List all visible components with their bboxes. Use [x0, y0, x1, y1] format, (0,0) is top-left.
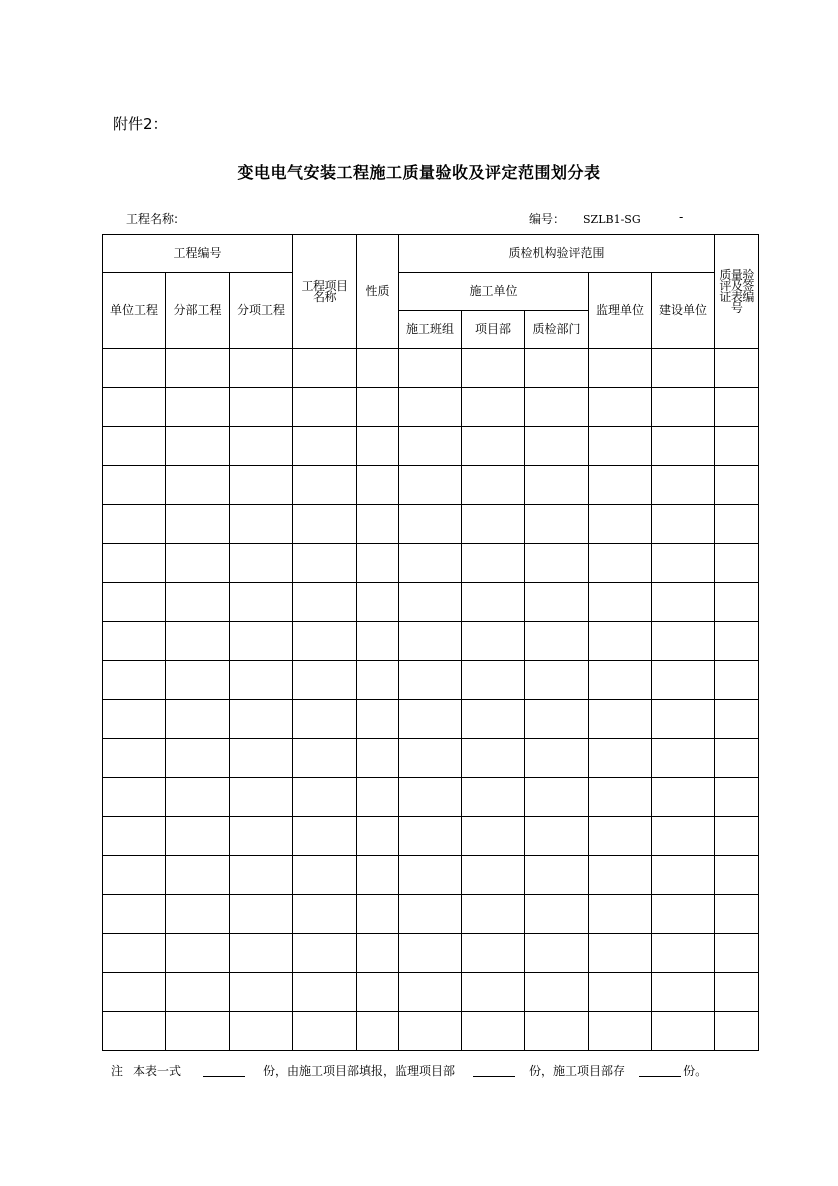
table-cell[interactable] [652, 895, 715, 934]
table-cell[interactable] [166, 661, 230, 700]
table-cell[interactable] [357, 817, 399, 856]
table-cell[interactable] [589, 505, 652, 544]
table-cell[interactable] [715, 349, 759, 388]
table-cell[interactable] [715, 544, 759, 583]
table-cell[interactable] [525, 622, 589, 661]
table-cell[interactable] [293, 427, 357, 466]
table-cell[interactable] [525, 934, 589, 973]
header-supervision-unit: 监理单位 [589, 273, 652, 349]
table-cell[interactable] [357, 700, 399, 739]
table-cell[interactable] [103, 934, 166, 973]
table-cell[interactable] [293, 778, 357, 817]
division-table [102, 234, 759, 1051]
table-cell[interactable] [357, 466, 399, 505]
table-cell[interactable] [357, 934, 399, 973]
attachment-label: 附件2： [113, 115, 168, 133]
table-cell[interactable] [357, 856, 399, 895]
table-cell[interactable] [357, 622, 399, 661]
project-name-label: 工程名称: [126, 212, 179, 226]
table-cell[interactable] [166, 388, 230, 427]
note-part2: 份，由施工项目部填报，监理项目部 [263, 1064, 456, 1078]
table-cell[interactable] [525, 778, 589, 817]
table-cell[interactable] [230, 817, 293, 856]
table-cell[interactable] [293, 466, 357, 505]
table-cell[interactable] [293, 895, 357, 934]
table-cell[interactable] [166, 544, 230, 583]
table-cell[interactable] [525, 700, 589, 739]
table-row [103, 934, 759, 973]
table-cell[interactable] [715, 778, 759, 817]
table-cell[interactable] [293, 934, 357, 973]
table-cell[interactable] [462, 739, 525, 778]
table-cell[interactable] [715, 427, 759, 466]
table-cell[interactable] [357, 661, 399, 700]
table-cell[interactable] [652, 505, 715, 544]
table-cell[interactable] [103, 427, 166, 466]
table-cell[interactable] [103, 739, 166, 778]
table-cell[interactable] [166, 856, 230, 895]
table-cell[interactable] [166, 583, 230, 622]
header-project-item-name: 工程项目名称 [293, 235, 357, 349]
table-cell[interactable] [293, 1012, 357, 1051]
table-cell[interactable] [357, 778, 399, 817]
table-cell[interactable] [399, 505, 462, 544]
footnote [111, 1062, 707, 1079]
table-cell[interactable] [462, 934, 525, 973]
table-cell[interactable] [462, 349, 525, 388]
table-cell[interactable] [357, 583, 399, 622]
table-cell[interactable] [715, 622, 759, 661]
table-cell[interactable] [230, 466, 293, 505]
table-cell[interactable] [399, 739, 462, 778]
note-part1: 本表一式 [133, 1064, 182, 1078]
table-cell[interactable] [293, 739, 357, 778]
table-cell[interactable] [230, 934, 293, 973]
table-cell[interactable] [293, 583, 357, 622]
table-cell[interactable] [103, 856, 166, 895]
header-quality-scope: 质检机构验评范围 [399, 235, 715, 273]
header-nature: 性质 [357, 235, 399, 349]
table-row [103, 349, 759, 388]
table-cell[interactable] [399, 895, 462, 934]
table-cell[interactable] [357, 739, 399, 778]
table-cell[interactable] [462, 1012, 525, 1051]
table-cell[interactable] [399, 349, 462, 388]
table-row [103, 856, 759, 895]
table-cell[interactable] [715, 973, 759, 1012]
table-cell[interactable] [525, 349, 589, 388]
table-cell[interactable] [652, 934, 715, 973]
table-cell[interactable] [293, 973, 357, 1012]
table-cell[interactable] [715, 817, 759, 856]
table-row [103, 1012, 759, 1051]
table-cell[interactable] [399, 973, 462, 1012]
table-cell[interactable] [166, 427, 230, 466]
table-cell[interactable] [103, 544, 166, 583]
table-cell[interactable] [230, 427, 293, 466]
table-row [103, 973, 759, 1012]
header-engineering-number: 工程编号 [103, 235, 293, 273]
table-cell[interactable] [462, 778, 525, 817]
header-construction-team: 施工班组 [399, 311, 462, 349]
table-cell[interactable] [589, 778, 652, 817]
note-prefix: 注 [111, 1064, 124, 1078]
table-cell[interactable] [293, 622, 357, 661]
table-cell[interactable] [399, 1012, 462, 1051]
table-cell[interactable] [103, 505, 166, 544]
table-cell[interactable] [357, 388, 399, 427]
table-cell[interactable] [293, 544, 357, 583]
table-cell[interactable] [715, 700, 759, 739]
table-cell[interactable] [462, 973, 525, 1012]
table-cell[interactable] [589, 1012, 652, 1051]
table-row [103, 622, 759, 661]
table-cell[interactable] [293, 349, 357, 388]
table-cell[interactable] [399, 934, 462, 973]
table-row [103, 895, 759, 934]
table-cell[interactable] [589, 817, 652, 856]
table-cell[interactable] [357, 895, 399, 934]
table-cell[interactable] [166, 1012, 230, 1051]
table-cell[interactable] [399, 427, 462, 466]
table-cell[interactable] [525, 1012, 589, 1051]
table-cell[interactable] [589, 583, 652, 622]
table-cell[interactable] [589, 934, 652, 973]
table-cell[interactable] [399, 544, 462, 583]
table-cell[interactable] [589, 895, 652, 934]
table-cell[interactable] [462, 544, 525, 583]
header-quality-department: 质检部门 [525, 311, 589, 349]
table-cell[interactable] [399, 388, 462, 427]
table-cell[interactable] [357, 544, 399, 583]
table-cell[interactable] [715, 934, 759, 973]
table-cell[interactable] [230, 388, 293, 427]
table-row [103, 388, 759, 427]
table-cell[interactable] [462, 700, 525, 739]
table-cell[interactable] [166, 739, 230, 778]
table-cell[interactable] [230, 349, 293, 388]
table-cell[interactable] [462, 466, 525, 505]
page-title: 变电电气安装工程施工质量验收及评定范围划分表 [237, 163, 601, 182]
table-cell[interactable] [589, 661, 652, 700]
table-cell[interactable] [357, 505, 399, 544]
table-cell[interactable] [103, 466, 166, 505]
header-owner-unit: 建设单位 [652, 273, 715, 349]
table-cell[interactable] [462, 817, 525, 856]
table-cell[interactable] [462, 661, 525, 700]
table-cell[interactable] [103, 778, 166, 817]
table-row [103, 700, 759, 739]
table-row [103, 583, 759, 622]
table-cell[interactable] [462, 427, 525, 466]
table-cell[interactable] [715, 466, 759, 505]
table-cell[interactable] [462, 505, 525, 544]
table-cell[interactable] [589, 388, 652, 427]
header-item-project: 分项工程 [230, 273, 293, 349]
table-cell[interactable] [462, 583, 525, 622]
table-cell[interactable] [525, 583, 589, 622]
table-row [103, 466, 759, 505]
table-cell[interactable] [589, 466, 652, 505]
table-cell[interactable] [715, 1012, 759, 1051]
table-cell[interactable] [525, 973, 589, 1012]
table-cell[interactable] [166, 622, 230, 661]
table-row [103, 778, 759, 817]
table-cell[interactable] [166, 700, 230, 739]
table-cell[interactable] [166, 973, 230, 1012]
table-cell[interactable] [715, 739, 759, 778]
table-cell[interactable] [399, 622, 462, 661]
table-cell[interactable] [399, 778, 462, 817]
table-cell[interactable] [589, 427, 652, 466]
table-cell[interactable] [525, 895, 589, 934]
header-form-number: 质量验评及签证表编号 [715, 235, 759, 349]
table-cell[interactable] [357, 973, 399, 1012]
table-cell[interactable] [230, 544, 293, 583]
table-cell[interactable] [166, 895, 230, 934]
table-cell[interactable] [652, 466, 715, 505]
table-cell[interactable] [293, 856, 357, 895]
table-cell[interactable] [462, 622, 525, 661]
table-cell[interactable] [103, 1012, 166, 1051]
header-construction-unit: 施工单位 [399, 273, 589, 311]
table-cell[interactable] [103, 622, 166, 661]
table-cell[interactable] [399, 661, 462, 700]
table-cell[interactable] [399, 583, 462, 622]
table-cell[interactable] [103, 973, 166, 1012]
table-cell[interactable] [399, 700, 462, 739]
table-cell[interactable] [230, 778, 293, 817]
table-cell[interactable] [357, 1012, 399, 1051]
table-cell[interactable] [652, 973, 715, 1012]
header-division-project: 分部工程 [166, 273, 230, 349]
table-cell[interactable] [652, 622, 715, 661]
table-cell[interactable] [230, 973, 293, 1012]
table-cell[interactable] [525, 739, 589, 778]
table-cell[interactable] [399, 466, 462, 505]
table-cell[interactable] [652, 583, 715, 622]
table-cell[interactable] [399, 817, 462, 856]
table-cell[interactable] [293, 661, 357, 700]
table-cell[interactable] [166, 505, 230, 544]
table-cell[interactable] [525, 388, 589, 427]
table-cell[interactable] [589, 544, 652, 583]
copies-blank[interactable] [203, 1064, 245, 1077]
table-cell[interactable] [525, 505, 589, 544]
table-cell[interactable] [715, 856, 759, 895]
table-cell[interactable] [589, 739, 652, 778]
table-cell[interactable] [230, 700, 293, 739]
table-cell[interactable] [462, 856, 525, 895]
table-cell[interactable] [166, 466, 230, 505]
table-cell[interactable] [230, 505, 293, 544]
table-cell[interactable] [652, 1012, 715, 1051]
table-cell[interactable] [715, 388, 759, 427]
header-project-department: 项目部 [462, 311, 525, 349]
table-cell[interactable] [293, 388, 357, 427]
table-cell[interactable] [357, 427, 399, 466]
table-cell[interactable] [652, 778, 715, 817]
table-cell[interactable] [230, 1012, 293, 1051]
code-field [529, 210, 684, 227]
table-cell[interactable] [715, 505, 759, 544]
table-cell[interactable] [230, 856, 293, 895]
table-cell[interactable] [652, 427, 715, 466]
table-cell[interactable] [230, 622, 293, 661]
dept-copies-blank[interactable] [639, 1064, 681, 1077]
table-cell[interactable] [103, 388, 166, 427]
table-cell[interactable] [166, 817, 230, 856]
table-cell[interactable] [652, 700, 715, 739]
table-cell[interactable] [166, 778, 230, 817]
table-cell[interactable] [103, 817, 166, 856]
table-cell[interactable] [230, 739, 293, 778]
table-row [103, 427, 759, 466]
table-cell[interactable] [103, 661, 166, 700]
table-row [103, 505, 759, 544]
table-cell[interactable] [230, 895, 293, 934]
table-row [103, 661, 759, 700]
table-cell[interactable] [652, 856, 715, 895]
table-cell[interactable] [399, 856, 462, 895]
table-cell[interactable] [525, 856, 589, 895]
code-suffix: - [679, 210, 684, 224]
table-cell[interactable] [589, 700, 652, 739]
table-cell[interactable] [462, 895, 525, 934]
table-cell[interactable] [103, 700, 166, 739]
table-cell[interactable] [230, 583, 293, 622]
table-cell[interactable] [103, 895, 166, 934]
table-cell[interactable] [525, 661, 589, 700]
table-cell[interactable] [293, 817, 357, 856]
note-part3: 份，施工项目部存 [529, 1064, 626, 1078]
table-cell[interactable] [652, 661, 715, 700]
supervision-copies-blank[interactable] [473, 1064, 515, 1077]
table-cell[interactable] [589, 349, 652, 388]
table-cell[interactable] [652, 349, 715, 388]
table-cell[interactable] [589, 856, 652, 895]
table-cell[interactable] [715, 583, 759, 622]
table-cell[interactable] [166, 349, 230, 388]
table-cell[interactable] [293, 700, 357, 739]
table-cell[interactable] [357, 349, 399, 388]
table-cell[interactable] [525, 817, 589, 856]
table-cell[interactable] [652, 817, 715, 856]
table-row [103, 817, 759, 856]
table-cell[interactable] [589, 973, 652, 1012]
table-cell[interactable] [103, 583, 166, 622]
table-cell[interactable] [589, 622, 652, 661]
table-cell[interactable] [103, 349, 166, 388]
table-cell[interactable] [166, 934, 230, 973]
header-unit-project: 单位工程 [103, 273, 166, 349]
table-cell[interactable] [715, 661, 759, 700]
note-part4: 份。 [683, 1064, 708, 1078]
table-cell[interactable] [715, 895, 759, 934]
table-cell[interactable] [462, 388, 525, 427]
table-cell[interactable] [230, 661, 293, 700]
table-cell[interactable] [652, 544, 715, 583]
table-row [103, 544, 759, 583]
table-cell[interactable] [293, 505, 357, 544]
table-cell[interactable] [652, 739, 715, 778]
table-cell[interactable] [652, 388, 715, 427]
table-cell[interactable] [525, 427, 589, 466]
code-label: 编号： [529, 212, 566, 226]
code-value: SZLB1-SG [583, 213, 641, 226]
table-row [103, 739, 759, 778]
table-cell[interactable] [525, 466, 589, 505]
table-cell[interactable] [525, 544, 589, 583]
